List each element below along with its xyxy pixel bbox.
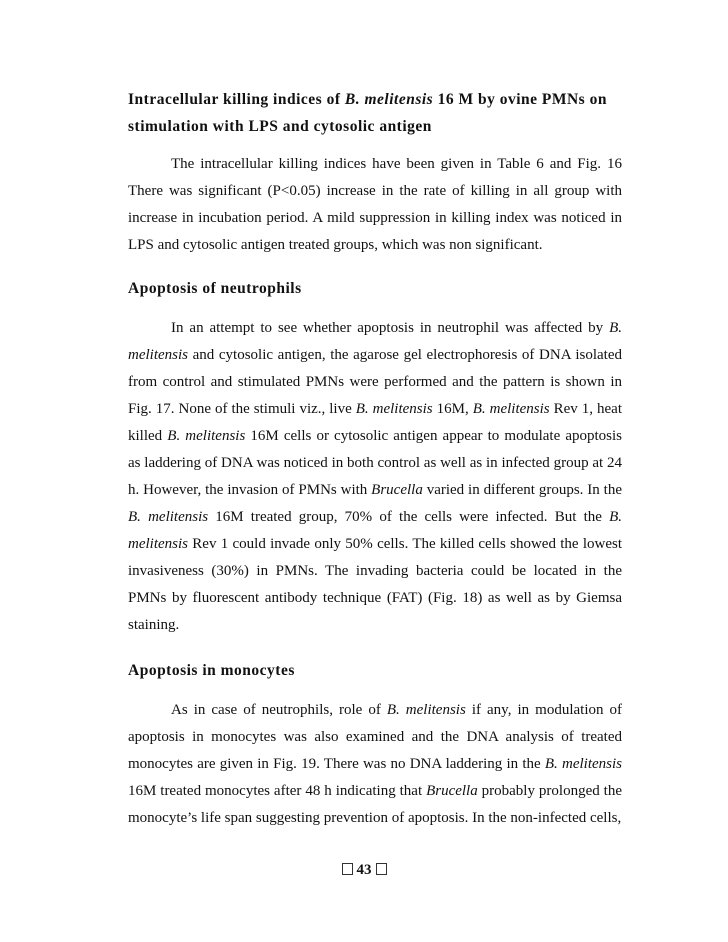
section-heading-apoptosis-neutrophils: Apoptosis of neutrophils — [128, 280, 302, 297]
page-number: 43 — [356, 862, 372, 878]
paragraph-apoptosis-neutrophils: In an attempt to see whether apoptosis in neutrophil was affected by B. melitensis and cytosolic antigen, the agarose gel electrophoresis of DNA isolated from control and stimulated PMNs were performed and the pattern is shown in Fig. 17. None of the stimuli viz., live B. melitensis 16M, B. melitensis Rev 1, heat killed B. melitensis 16M cells or cytosolic antigen appear to modulate apoptosis as laddering of DNA was noticed in both control as well as in infected group at 24 h. However, the invasion of PMNs with Brucella varied in different groups. In the B. melitensis 16M treated group, 70% of the cells were infected. But the B. melitensis Rev 1 could invade only 50% cells. The killed cells showed the lowest invasiveness (30%) in PMNs. The invading bacteria could be located in the PMNs by fluorescent antibody technique (FAT) (Fig. 18) as well as by Giemsa staining. — [128, 320, 623, 633]
paragraph-apoptosis-monocytes: As in case of neutrophils, role of B. melitensis if any, in modulation of apoptosis in monocytes was also examined and the DNA analysis of treated monocytes are given in Fig. 19. There was no DNA laddering in the B. melitensis 16M treated monocytes after 48 h indicating that Brucella probably prolonged the monocyte’s life span suggesting prevention of apoptosis. In the non-infected cells, — [128, 702, 623, 826]
section-heading-apoptosis-monocytes: Apoptosis in monocytes — [128, 662, 295, 679]
right-bracket-icon — [376, 863, 387, 875]
section-heading-killing-indices: Intracellular killing indices of B. melitensis 16 M by ovine PMNs on stimulation with LPS and cytosolic antigen — [128, 91, 607, 135]
left-bracket-icon — [342, 863, 353, 875]
page-footer — [0, 862, 728, 879]
paragraph-killing-indices: The intracellular killing indices have been given in Table 6 and Fig. 16 There was significant (P<0.05) increase in the rate of killing in all group with increase in incubation period. A mild suppression in killing index was noticed in LPS and cytosolic antigen treated groups, which was non significant. — [128, 156, 622, 253]
